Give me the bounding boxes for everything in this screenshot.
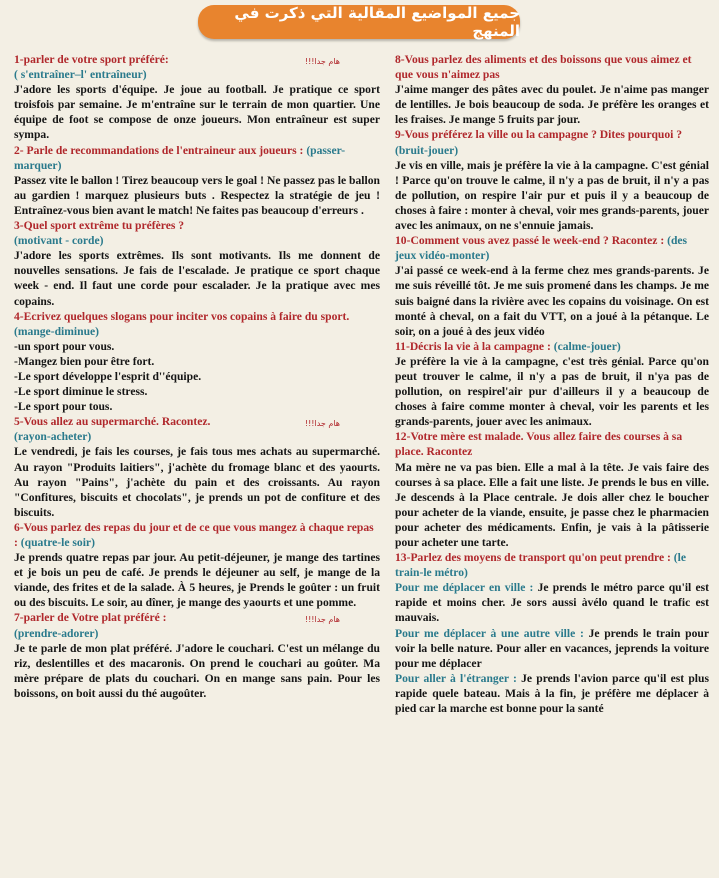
topic-keywords: (le train-le métro) [395, 551, 687, 580]
important-note: هام جدا!!! [304, 615, 340, 625]
topic-section [14, 414, 380, 520]
transport-text: Je prends l'avion parce qu'il est plus rapide quele bateau. Mais à la fin, je préfère me déplacer à pied car la marche est bonne pour la santé [395, 671, 709, 716]
transport-lead: Pour me déplacer en ville : [395, 581, 534, 595]
topic-title [14, 143, 380, 173]
topic-keywords: (quatre-le soir) [20, 536, 95, 549]
topic-section [395, 127, 709, 233]
topic-section [395, 429, 709, 550]
topic-text: J'adore les sports extrêmes. Ils sont motivants. Ils me donnent de nouvelles sensations. Je fais de l'escalade. Je pratique ce sport chaque week - end. Il faut une corde pour escalader. Je la pratique avec mes copains. [14, 249, 380, 308]
topic-title-text: 2- Parle de recommandations de l'entraineur aux joueurs : [14, 143, 304, 157]
topic-title-text: 13-Parlez des moyens de transport qu'on peut prendre : [395, 551, 671, 565]
topic-title [395, 52, 709, 82]
topic-title [14, 414, 380, 429]
topic-title-text: 7-parler de Votre plat préféré : [14, 611, 167, 625]
topic-text: -Le sport développe l'esprit d''équipe. [14, 369, 202, 383]
topic-text: Le vendredi, je fais les courses, je fais tous mes achats au supermarché. Au rayon "Produits laitiers", j'achète du fromage blanc et des yaourts. Au rayon "Pains", j'achète du pain et des croissants. Au rayon "Confitures, biscuits et chocolats", je prends un pot de confiture et des biscuits. [14, 445, 380, 519]
topic-text: Je préfère la vie à la campagne, c'est très génial. Parce qu'on peut trouver le calme, il n'y a pas de bruit, il n'ya pas de pollution, on respirel'air pur d'ailleurs il y a beaucoup de choses à faire comme monter à cheval, voir les parents et les grands-parents, jouer avec les animaux. [395, 354, 709, 429]
topic-title [14, 218, 380, 233]
topic-title-text: 4-Ecrivez quelques slogans pour inciter vos copains à faire du sport. [14, 309, 350, 323]
topic-text: -Mangez bien pour être fort. [14, 354, 155, 368]
topic-title-text: 3-Quel sport extrême tu préfères ? [14, 219, 185, 233]
topic-keywords: (rayon-acheter) [14, 430, 92, 444]
topic-section [395, 52, 709, 127]
topic-section [14, 520, 380, 611]
topic-title-text: 5-Vous allez au supermarché. Racontez. [14, 415, 211, 429]
topic-text: Je vis en ville, mais je préfère la vie à la campagne. C'est génial ! Parce qu'on trouve le calme, il n'y a pas de bruit, il n'y a pas de pollution, on respire l'air pur et puis il y a beaucoup de choses à faire : monter à cheval, voir mes grands-parents, jouer avec les animaux, on ne s'ennuie jamais. [395, 158, 709, 233]
topic-text: J'aime manger des pâtes avec du poulet. Je n'aime pas manger de lentilles. Je bois beaucoup de soda. Je préfère les oranges et les fraises. Je mange 5 fruits par jour. [395, 83, 709, 127]
topic-title-text: 8-Vous parlez des aliments et des boissons que vous aimez et que vous n'aimez pas [395, 53, 692, 82]
topic-title-text: 10-Comment vous avez passé le week-end ? Racontez : [395, 234, 665, 248]
topic-title [14, 610, 380, 625]
topic-title [395, 339, 709, 354]
transport-text: Je prends le métro parce qu'il est rapide et moins cher. Je sors aussi àvélo quand le trafic est mauvais. [395, 581, 709, 625]
topic-section [14, 610, 380, 701]
topic-text: Je te parle de mon plat préféré. J'adore le couchari. C'est un mélange du riz, deslentilles et des macaronis. On prend le couchari au goûter. Ma mère prépare de plats du couchari. On en mange sans pain. Pour les boissons, on boit aussi du thé augoûter. [14, 641, 380, 700]
right-column [395, 52, 709, 716]
topic-title [14, 520, 380, 550]
topic-text: J'adore les sports d'équipe. Je joue au football. Je pratique ce sport troisfois par semaine. Je m'entraîne sur le terrain de mon quartier. Une équipe de foot se compose de onze joueurs. Mon entraîneur est super sympa. [14, 83, 380, 142]
topic-text: Je prends quatre repas par jour. Au petit-déjeuner, je mange des tartines et je bois un peu de café. Je prends le déjeuner au self, je mange de la viande, des frites et de la salade. À 5 heures, je Prends le goûter : un fruit ou des biscuits. Le soir, au dîner, je mange des yaourts et une pomme. [14, 551, 380, 610]
transport-text: Je prends le train pour voir la belle nature. Pour aller en vacances, jeprends la voiture pour me déplacer [395, 626, 709, 670]
topic-text: -un sport pour vous. [14, 339, 115, 353]
topic-text: Passez vite le ballon ! Tirez beaucoup vers le goal ! Ne passez pas le ballon au gardien ! marquez plusieurs buts . Respectez la stratégie de jeu ! Entraînez-vous bien avant le match! Ne faites pas beaucoup d'erreurs . [14, 173, 380, 217]
topic-title [14, 52, 380, 67]
topic-section [14, 52, 380, 143]
topic-title-text: 1-parler de votre sport préféré: [14, 53, 169, 66]
important-note: هام جدا!!! [304, 419, 340, 429]
topic-keywords: (mange-diminue) [14, 324, 100, 338]
topic-keywords: (calme-jouer) [553, 339, 621, 353]
topic-text [395, 580, 709, 625]
topic-section [395, 339, 709, 430]
topic-text: Ma mère ne va pas bien. Elle a mal à la tête. Je vais faire des courses à sa place. Elle a fait une liste. Je prends le bus en ville. Je descends à la Place centrale. Je dois aller chez le boucher pour acheter de la viande, ensuite, je passe chez le pharmacien pour acheter des médicaments. Enfin, je vais à la pâtisserie pour acheter une tarte. [395, 460, 709, 549]
topic-section [395, 233, 709, 339]
topic-section [14, 218, 380, 309]
topic-text: -Le sport pour tous. [14, 400, 113, 414]
topic-keywords: ( s'entraîner–l' entraîneur) [14, 68, 147, 82]
topic-text [395, 626, 709, 671]
topic-title [395, 550, 709, 580]
topic-title-text: 11-Décris la vie à la campagne : [395, 339, 551, 353]
topic-title-text: 9-Vous préférez la ville ou la campagne ? Dites pourquoi ? [395, 128, 683, 142]
topic-keywords: (prendre-adorer) [14, 626, 99, 640]
important-note: هام جدا!!! [304, 57, 340, 66]
topic-title [395, 127, 709, 157]
topic-title-text: 6-Vous parlez des repas du jour et de ce que vous mangez à chaque repas : [14, 520, 374, 549]
topic-keywords: (motivant - corde) [14, 234, 104, 248]
topic-text [395, 671, 709, 716]
topic-section [395, 550, 709, 716]
transport-lead: Pour me déplacer à une autre ville : [395, 626, 584, 640]
topic-title-text: 12-Votre mère est malade. Vous allez faire des courses à sa place. Racontez [395, 430, 683, 459]
topic-text: J'ai passé ce week-end à la ferme chez mes grands-parents. Je me suis réveillé tôt. Je me suis promené dans les champs. Je me suis baigné dans la rivière avec les copains du voisinage. On est monté à cheval, on a fait du VTT, on a joué à la pétanque. Le soir, on a joué à des jeux vidéo [395, 264, 709, 338]
topic-keywords: (bruit-jouer) [395, 143, 459, 157]
topic-keywords: (des jeux vidéo-monter) [395, 234, 688, 263]
transport-lead: Pour aller à l'étranger : [395, 671, 517, 685]
topic-keywords: (passer-marquer) [14, 143, 346, 172]
topic-title [395, 429, 709, 459]
topic-title [14, 309, 380, 339]
topic-title [395, 233, 709, 263]
header-banner: جميع المواضيع المقالية التي ذكرت في المنهج [198, 5, 520, 39]
left-column [14, 52, 380, 701]
topic-section [14, 143, 380, 218]
topic-text: -Le sport diminue le stress. [14, 385, 148, 399]
topic-section [14, 309, 380, 415]
